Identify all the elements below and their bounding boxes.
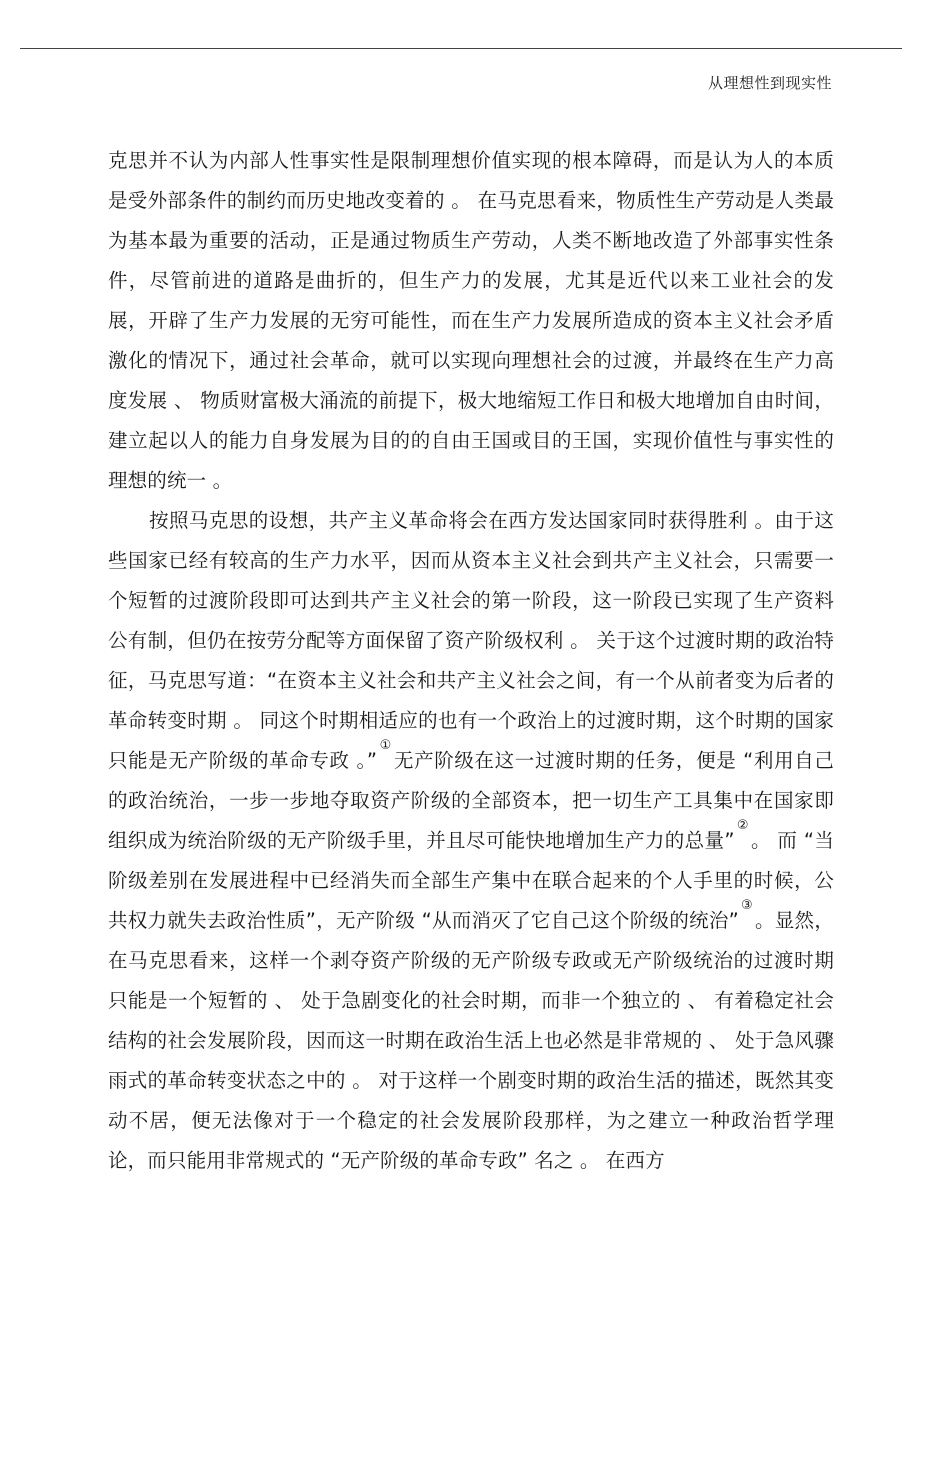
paragraph-2 — [108, 501, 834, 1181]
footnote-marker-2[interactable]: ② — [736, 817, 749, 833]
paragraph-2-segment-3: 。 而 “当阶级差别在发展进程中已经消失而全部生产集中在联合起来的个人手里的时候，公共权力就失去政治性质”，无产阶级 “从而消灭了它自己这个阶级的统治” — [108, 829, 835, 932]
footnote-marker-3[interactable]: ③ — [740, 897, 753, 913]
paragraph-2-segment-4: 。显然，在马克思看来，这样一个剥夺资产阶级的无产阶级专政或无产阶级统治的过渡时期只能是一个短暂的 、 处于急剧变化的社会时期，而非一个独立的 、 有着稳定社会结构的社会发展阶段，因而这一时期在政治生活上也必然是非常规的 、 处于急风骤雨式的革命转变状态之中的 。 对于这样一个剧变时期的政治生活的描述，既然其变动不居，便无法像对于一个稳定的社会发展阶段那样，为之建立一种政治哲学理论，而只能用非常规式的 “无产阶级的革命专政” 名之 。 在西方 — [108, 909, 834, 1172]
body-text — [108, 141, 834, 1181]
running-head-title: 从理想性到现实性 — [707, 74, 832, 92]
paragraph-2-segment-1: 按照马克思的设想，共产主义革命将会在西方发达国家同时获得胜利 。由于这些国家已经有较高的生产力水平，因而从资本主义社会到共产主义社会，只需要一个短暂的过渡阶段即可达到共产主义社会的第一阶段，这一阶段已实现了生产资料公有制，但仍在按劳分配等方面保留了资产阶级权利 。 关于这个过渡时期的政治特征，马克思写道：“在资本主义社会和共产主义社会之间，有一个从前者变为后者的革命转变时期 。 同这个时期相适应的也有一个政治上的过渡时期，这个时期的国家只能是无产阶级的革命专政 。” — [108, 509, 834, 772]
footnote-marker-1[interactable]: ① — [379, 737, 392, 753]
paragraph-1: 克思并不认为内部人性事实性是限制理想价值实现的根本障碍，而是认为人的本质是受外部条件的制约而历史地改变着的 。 在马克思看来，物质性生产劳动是人类最为基本最为重要的活动，正是通过物质生产劳动，人类不断地改造了外部事实性条件，尽管前进的道路是曲折的，但生产力的发展，尤其是近代以来工业社会的发展，开辟了生产力发展的无穷可能性，而在生产力发展所造成的资本主义社会矛盾激化的情况下，通过社会革命，就可以实现向理想社会的过渡，并最终在生产力高度发展 、 物质财富极大涌流的前提下，极大地缩短工作日和极大地增加自由时间，建立起以人的能力自身发展为目的的自由王国或目的王国，实现价值性与事实性的理想的统一 。 — [108, 149, 834, 492]
header-rule — [20, 48, 902, 49]
paragraph-2-segment-2: 无产阶级在这一过渡时期的任务，便是 “利用自己的政治统治，一步一步地夺取资产阶级的全部资本，把一切生产工具集中在国家即组织成为统治阶级的无产阶级手里，并且尽可能快地增加生产力的总量” — [108, 749, 834, 852]
